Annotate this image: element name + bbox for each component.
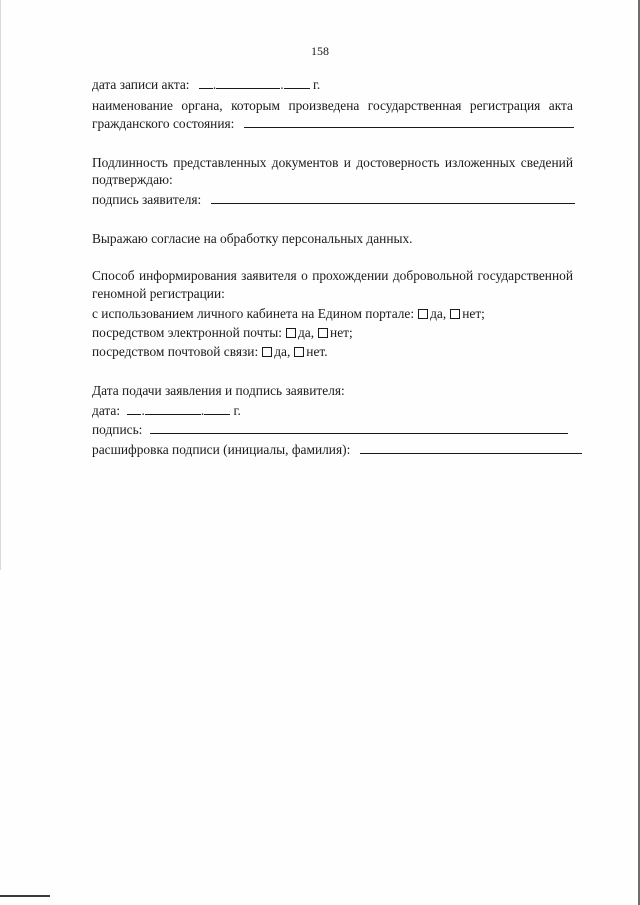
option-post-no-label: нет. bbox=[306, 344, 328, 359]
option-email-yes-label: да, bbox=[297, 325, 315, 340]
act-date-line bbox=[92, 76, 320, 93]
scan-edge-bottom bbox=[0, 895, 50, 897]
option-email-no-label: нет; bbox=[330, 325, 353, 340]
option-portal-yes-checkbox[interactable] bbox=[418, 309, 428, 319]
authenticity-line-1: Подлинность представленных документов и достоверность изложенных сведений bbox=[92, 155, 573, 170]
applicant-signature-field[interactable] bbox=[211, 191, 575, 204]
submission-signature-label: подпись: bbox=[92, 422, 143, 437]
submission-month-field[interactable] bbox=[145, 402, 201, 415]
notification-line-2: геномной регистрации: bbox=[92, 286, 225, 301]
option-email-no-checkbox[interactable] bbox=[318, 328, 328, 338]
submission-signature-line bbox=[92, 421, 568, 438]
act-date-year-field[interactable] bbox=[284, 76, 310, 89]
act-date-day-field[interactable] bbox=[199, 76, 213, 89]
scan-edge-left bbox=[0, 0, 1, 570]
notification-option-portal bbox=[92, 306, 485, 322]
act-date-suffix: г. bbox=[312, 77, 321, 92]
authenticity-line-2: подтверждаю: bbox=[92, 172, 173, 187]
act-date-month-field[interactable] bbox=[216, 76, 280, 89]
submission-heading: Дата подачи заявления и подпись заявителя: bbox=[92, 383, 345, 398]
page-number: 158 bbox=[311, 44, 329, 58]
act-date-dot-2: . bbox=[280, 77, 284, 92]
submission-dot-2: . bbox=[200, 403, 205, 418]
applicant-signature-line bbox=[92, 191, 575, 208]
option-post-yes-label: да, bbox=[274, 344, 291, 359]
option-portal-yes-label: да, bbox=[430, 306, 447, 321]
option-email-yes-checkbox[interactable] bbox=[286, 328, 296, 338]
registration-body-label: гражданского состояния: bbox=[92, 116, 235, 131]
submission-year-field[interactable] bbox=[204, 402, 230, 415]
option-portal-no-checkbox[interactable] bbox=[450, 309, 460, 319]
submission-date-line bbox=[92, 402, 241, 419]
option-post-yes-checkbox[interactable] bbox=[262, 347, 272, 357]
option-post-label: посредством почтовой связи: bbox=[92, 344, 259, 359]
registration-body-line-1: наименование органа, которым произведена государственная регистрация акта bbox=[92, 98, 573, 113]
registration-body-field[interactable] bbox=[244, 115, 574, 128]
submission-suffix: г. bbox=[233, 403, 241, 418]
option-email-label: посредством электронной почты: bbox=[92, 325, 282, 340]
submission-signature-field[interactable] bbox=[150, 421, 568, 434]
signature-decoding-label: расшифровка подписи (инициалы, фамилия): bbox=[92, 442, 351, 457]
notification-option-post bbox=[92, 344, 328, 360]
consent-statement: Выражаю согласие на обработку персональных данных. bbox=[92, 231, 413, 246]
signature-decoding-field[interactable] bbox=[360, 441, 582, 454]
registration-body-line-2 bbox=[92, 115, 574, 132]
signature-decoding-line bbox=[92, 441, 582, 458]
submission-date-label: дата: bbox=[92, 403, 121, 418]
act-date-dot-1: . bbox=[212, 77, 217, 92]
applicant-signature-label: подпись заявителя: bbox=[92, 192, 202, 207]
submission-day-field[interactable] bbox=[127, 402, 141, 415]
option-portal-label: с использованием личного кабинета на Едином портале: bbox=[92, 306, 415, 321]
notification-line-1: Способ информирования заявителя о прохождении добровольной государственной bbox=[92, 268, 573, 283]
notification-option-email bbox=[92, 325, 353, 341]
option-portal-no-label: нет; bbox=[462, 306, 485, 321]
option-post-no-checkbox[interactable] bbox=[294, 347, 304, 357]
act-date-label: дата записи акта: bbox=[92, 77, 190, 92]
submission-dot-1: . bbox=[141, 403, 145, 418]
